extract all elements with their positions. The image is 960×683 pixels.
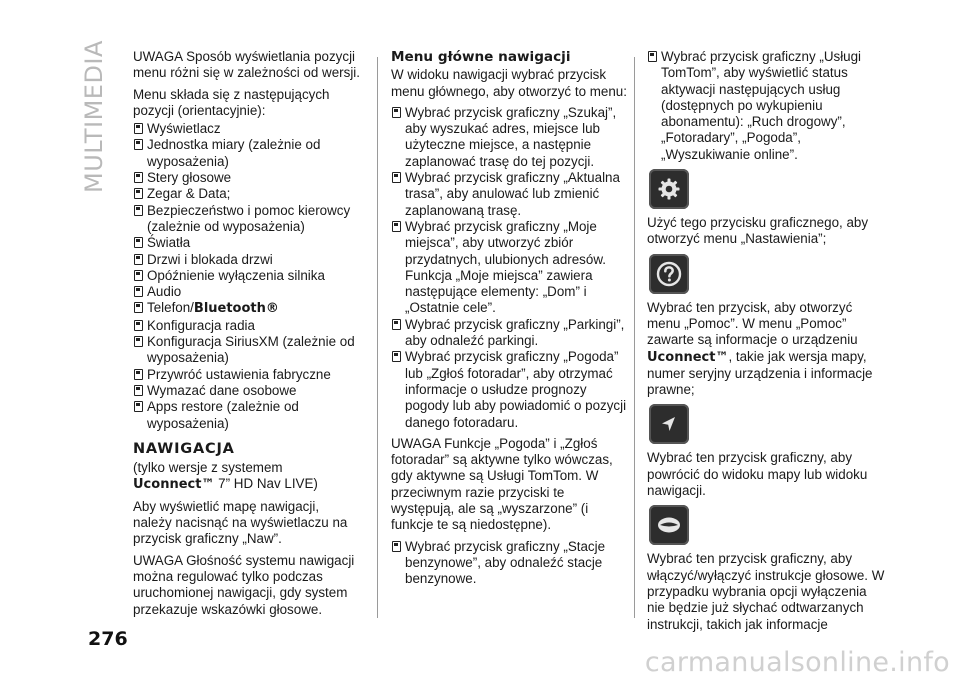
list-item: Wymazać dane osobowe — [133, 383, 361, 399]
bullet-icon — [134, 336, 143, 347]
list-item: Stery głosowe — [133, 170, 361, 186]
navigation-arrow-icon — [649, 404, 689, 444]
bullet-icon — [134, 270, 143, 281]
column-divider — [634, 57, 635, 618]
bullet-icon — [134, 254, 143, 265]
list-item: Wybrać przycisk graficzny „Moje miejsca”, aby utworzyć zbiór przydatnych, ulubionych adresów. Funkcja „Moje miejsca” zawiera następujące elementy: „Dom” i „Ostatnie cele”. — [391, 219, 629, 317]
bullet-icon — [134, 369, 143, 380]
column-divider — [377, 57, 378, 618]
list-item: Światła — [133, 235, 361, 251]
menu-items-list — [133, 121, 361, 432]
list-item: Wybrać przycisk graficzny „Pogoda” lub „Zgłoś fotoradar”, aby otrzymać informacje o usłudze prognozy pogody lub aby powiadomić o pozycji danego fotoradaru. — [391, 349, 629, 430]
paragraph: Wybrać ten przycisk, aby otworzyć menu „Pomoc”. W menu „Pomoc” zawarte są informacje o urządzeniu Uconnect™, takie jak wersja mapy, numer seryjny urządzenia i informacje prawne; — [647, 299, 873, 398]
paragraph: Wybrać ten przycisk graficzny, aby włączyć/wyłączyć instrukcje głosowe. W przypadku wybrania opcji wyłączenia nie będzie już słychać odtwarzanych instrukcji, takich jak informacje — [647, 551, 885, 632]
list-item: Wybrać przycisk graficzny „Parkingi”, aby odnaleźć parkingi. — [391, 317, 629, 350]
paragraph: Wybrać ten przycisk graficzny, aby powrócić do widoku mapy lub widoku nawigacji. — [647, 450, 868, 499]
bullet-icon — [648, 51, 657, 62]
paragraph: UWAGA Sposób wyświetlania pozycji menu różni się w zależności od wersji. — [133, 49, 360, 81]
bullet-icon — [134, 123, 143, 134]
page-number: 276 — [88, 628, 128, 650]
list-item: Apps restore (zależnie od wyposażenia) — [133, 399, 361, 432]
bullet-icon — [392, 221, 401, 232]
paragraph: Aby wyświetlić mapę nawigacji, należy nacisnąć na wyświetlaczu na przycisk graficzny „Naw”. — [133, 498, 348, 547]
bullet-icon — [134, 286, 143, 297]
bullet-icon — [134, 205, 143, 216]
list-item: Wybrać przycisk graficzny „Szukaj”, aby wyszukać adres, miejsce lub użyteczne miejsce, a następnie zaplanować trasę do tej pozycji. — [391, 105, 629, 170]
list-item: Konfiguracja SiriusXM (zależnie od wyposażenia) — [133, 334, 361, 367]
watermark: carmanualsonline.info — [644, 647, 950, 678]
bullet-icon — [392, 541, 401, 552]
gear-icon — [649, 169, 689, 209]
column-3 — [647, 49, 885, 635]
list-item: Drzwi i blokada drzwi — [133, 252, 361, 268]
list-item: Wybrać przycisk graficzny „Stacje benzynowe”, aby odnaleźć stacje benzynowe. — [391, 539, 629, 588]
list-item: Wyświetlacz — [133, 121, 361, 137]
question-icon — [649, 254, 689, 294]
paragraph: UWAGA Funkcje „Pogoda” i „Zgłoś fotoradar” są aktywne tylko wówczas, gdy aktywne są Usługi TomTom. W przeciwnym razie przyciski te występują, ale są „wyszarzone” (i funkcje te są niedostępne). — [391, 435, 613, 533]
list-item: Telefon/Bluetooth® — [133, 300, 361, 317]
paragraph: UWAGA Głośność systemu nawigacji można regulować tylko podczas uruchomionej nawigacji, gdy system przekazuje wskazówki głosowe. — [133, 552, 355, 617]
section-side-label: MULTIMEDIA — [80, 40, 108, 194]
bullet-icon — [134, 385, 143, 396]
section-heading: NAWIGACJA — [133, 440, 235, 457]
bullet-icon — [392, 351, 401, 362]
list-item: Konfiguracja radia — [133, 318, 361, 334]
bullet-icon — [392, 319, 401, 330]
column-1 — [133, 49, 361, 620]
section-heading: Menu główne nawigacji — [391, 49, 571, 65]
paragraph: (tylko wersje z systemem Uconnect™ 7” HD Nav LIVE) — [133, 460, 318, 493]
bullet-icon — [134, 401, 143, 412]
paragraph: W widoku nawigacji wybrać przycisk menu głównego, aby otworzyć to menu: — [391, 67, 627, 99]
bullet-icon — [134, 302, 143, 313]
voice-mouth-icon — [649, 505, 689, 545]
bullet-icon — [134, 320, 143, 331]
paragraph: Menu składa się z następujących pozycji (orientacyjnie): — [133, 86, 330, 118]
paragraph: Użyć tego przycisku graficznego, aby otworzyć menu „Nastawienia”; — [647, 215, 869, 247]
list-item: Jednostka miary (zależnie od wyposażenia) — [133, 137, 361, 170]
list-item: Bezpieczeństwo i pomoc kierowcy (zależnie od wyposażenia) — [133, 203, 361, 236]
bullet-icon — [134, 139, 143, 150]
list-item: Zegar & Data; — [133, 186, 361, 202]
list-item: Audio — [133, 284, 361, 300]
list-item: Opóźnienie wyłączenia silnika — [133, 268, 361, 284]
list-item: Wybrać przycisk graficzny „Aktualna trasa”, aby anulować lub zmienić zaplanowaną trasę. — [391, 170, 629, 219]
bullet-icon — [134, 172, 143, 183]
bullet-icon — [392, 172, 401, 183]
bullet-icon — [134, 188, 143, 199]
bullet-icon — [392, 107, 401, 118]
list-item: Wybrać przycisk graficzny „Usługi TomTom”, aby wyświetlić status aktywacji następujących usług (dostępnych po wykupieniu abonamentu): „Ruch drogowy”, „Fotoradary”, „Pogoda”, „Wyszukiwanie online”. — [647, 49, 885, 163]
column-2 — [391, 49, 629, 588]
list-item: Przywróć ustawienia fabryczne — [133, 367, 361, 383]
bullet-icon — [134, 237, 143, 248]
